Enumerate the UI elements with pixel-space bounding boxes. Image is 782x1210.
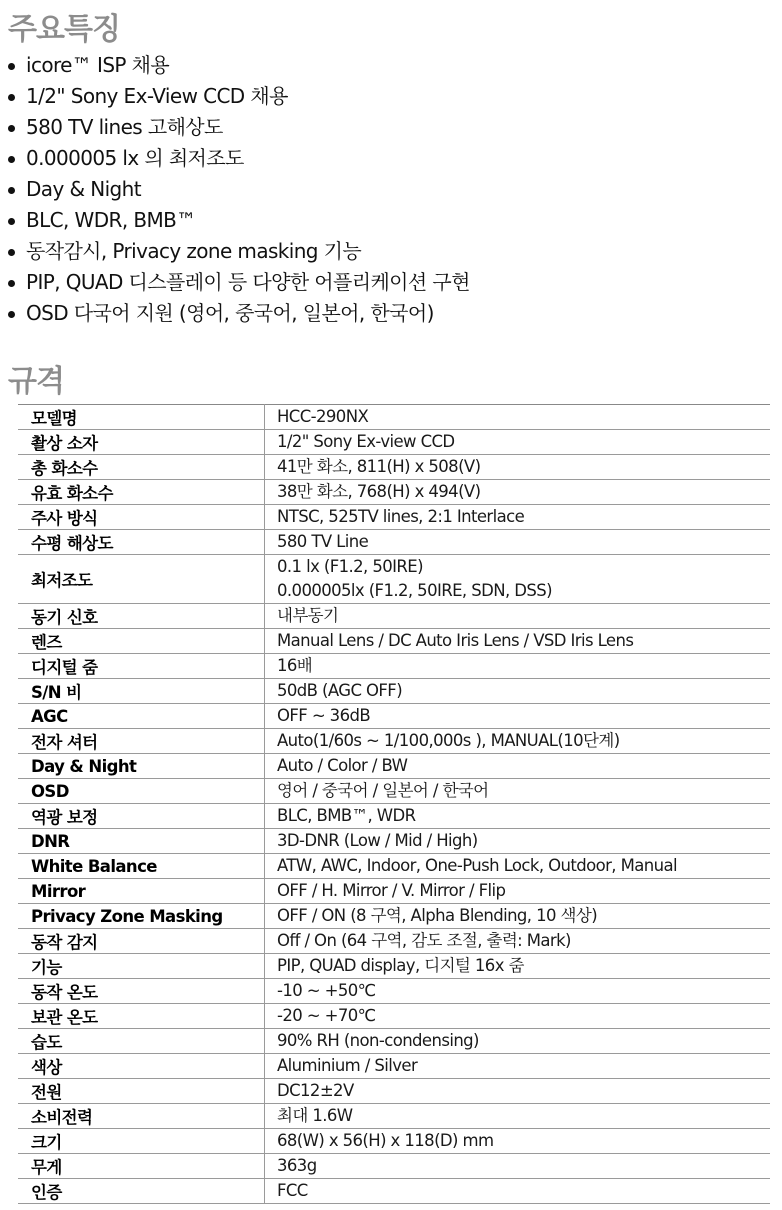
- spec-value-line: 내부동기: [277, 606, 339, 625]
- spec-row: [18, 679, 770, 704]
- spec-value: [265, 530, 771, 555]
- spec-key: 수평 해상도: [18, 530, 265, 555]
- spec-value: [265, 829, 771, 854]
- spec-key: 기능: [18, 954, 265, 979]
- spec-value: [265, 1029, 771, 1054]
- spec-value: [265, 480, 771, 505]
- spec-row: [18, 954, 770, 979]
- spec-row: [18, 1079, 770, 1104]
- spec-row: [18, 455, 770, 480]
- spec-row: [18, 530, 770, 555]
- spec-row: [18, 505, 770, 530]
- spec-row: [18, 1179, 770, 1204]
- spec-row: [18, 829, 770, 854]
- spec-value-line: PIP, QUAD display, 디지털 16x 줌: [277, 956, 524, 975]
- spec-row: [18, 1154, 770, 1179]
- spec-key: Mirror: [18, 879, 265, 904]
- spec-value-line: Manual Lens / DC Auto Iris Lens / VSD Iris Lens: [277, 631, 634, 650]
- spec-key: 역광 보정: [18, 804, 265, 829]
- spec-key: 디지털 줌: [18, 654, 265, 679]
- spec-row: [18, 604, 770, 629]
- spec-key: 색상: [18, 1054, 265, 1079]
- spec-value-line: NTSC, 525TV lines, 2:1 Interlace: [277, 507, 525, 526]
- spec-value-line: Auto(1/60s ~ 1/100,000s ), MANUAL(10단계): [277, 731, 620, 750]
- spec-row: [18, 1004, 770, 1029]
- spec-value: [265, 455, 771, 480]
- spec-key: 동작 온도: [18, 979, 265, 1004]
- spec-row: [18, 1129, 770, 1154]
- spec-key: 습도: [18, 1029, 265, 1054]
- spec-key: 동기 신호: [18, 604, 265, 629]
- spec-value-line: 68(W) x 56(H) x 118(D) mm: [277, 1131, 494, 1150]
- spec-value: [265, 1079, 771, 1104]
- feature-item: OSD 다국어 지원 (영어, 중국어, 일본어, 한국어): [0, 298, 780, 329]
- spec-value-line: 41만 화소, 811(H) x 508(V): [277, 457, 481, 476]
- spec-value: [265, 954, 771, 979]
- spec-value: [265, 779, 771, 804]
- spec-value: [265, 704, 771, 729]
- spec-value-line: -20 ~ +70℃: [277, 1006, 376, 1025]
- spec-value-line: HCC-290NX: [277, 407, 369, 426]
- spec-value-line: 16배: [277, 656, 313, 675]
- spec-row: [18, 704, 770, 729]
- spec-key: 소비전력: [18, 1104, 265, 1129]
- specs-title: 규격: [8, 364, 64, 399]
- spec-key: 모델명: [18, 405, 265, 430]
- spec-row: [18, 654, 770, 679]
- spec-row: [18, 1029, 770, 1054]
- spec-row: [18, 879, 770, 904]
- spec-value: [265, 654, 771, 679]
- spec-row: [18, 929, 770, 954]
- spec-key: 크기: [18, 1129, 265, 1154]
- spec-value: [265, 754, 771, 779]
- spec-value-line: Aluminium / Silver: [277, 1056, 418, 1075]
- feature-item: 1/2" Sony Ex-View CCD 채용: [0, 81, 780, 112]
- spec-row: [18, 629, 770, 654]
- feature-item: PIP, QUAD 디스플레이 등 다양한 어플리케이션 구현: [0, 267, 780, 298]
- spec-key: DNR: [18, 829, 265, 854]
- spec-value: [265, 904, 771, 929]
- spec-row: [18, 754, 770, 779]
- spec-value: [265, 555, 771, 604]
- features-title: 주요특징: [8, 12, 120, 47]
- spec-row: [18, 779, 770, 804]
- spec-table: [18, 404, 770, 1204]
- spec-key: 보관 온도: [18, 1004, 265, 1029]
- spec-row: [18, 430, 770, 455]
- spec-value: [265, 1004, 771, 1029]
- spec-value: [265, 1104, 771, 1129]
- feature-item: icore™ ISP 채용: [0, 50, 780, 81]
- spec-key: 유효 화소수: [18, 480, 265, 505]
- feature-item: Day & Night: [0, 174, 780, 205]
- spec-value-line: 363g: [277, 1156, 317, 1175]
- spec-key: 최저조도: [18, 555, 265, 604]
- spec-row: [18, 480, 770, 505]
- spec-value-line: 90% RH (non-condensing): [277, 1031, 479, 1050]
- spec-value: [265, 929, 771, 954]
- spec-value: [265, 430, 771, 455]
- spec-value-line: 최대 1.6W: [277, 1106, 353, 1125]
- spec-value-line: Off / On (64 구역, 감도 조절, 출력: Mark): [277, 931, 571, 950]
- spec-key: 촬상 소자: [18, 430, 265, 455]
- spec-key: 렌즈: [18, 629, 265, 654]
- spec-key: Day & Night: [18, 754, 265, 779]
- spec-value: [265, 979, 771, 1004]
- spec-row: [18, 979, 770, 1004]
- spec-value-line: 38만 화소, 768(H) x 494(V): [277, 482, 481, 501]
- feature-item: 580 TV lines 고해상도: [0, 112, 780, 143]
- spec-key: 무게: [18, 1154, 265, 1179]
- spec-value: [265, 1054, 771, 1079]
- spec-value: [265, 1154, 771, 1179]
- spec-value: [265, 629, 771, 654]
- spec-value-line: -10 ~ +50℃: [277, 981, 376, 1000]
- spec-value: [265, 879, 771, 904]
- spec-key: OSD: [18, 779, 265, 804]
- spec-value-line: 영어 / 중국어 / 일본어 / 한국어: [277, 781, 489, 800]
- spec-value-line: BLC, BMB™, WDR: [277, 806, 416, 825]
- spec-row: [18, 804, 770, 829]
- feature-item: 동작감시, Privacy zone masking 기능: [0, 236, 780, 267]
- spec-value-line: ATW, AWC, Indoor, One-Push Lock, Outdoor, Manual: [277, 856, 677, 875]
- spec-key: AGC: [18, 704, 265, 729]
- spec-value: [265, 729, 771, 754]
- spec-value: [265, 1179, 771, 1204]
- spec-key: 인증: [18, 1179, 265, 1204]
- spec-value: [265, 405, 771, 430]
- spec-row: [18, 1054, 770, 1079]
- features-list: [0, 50, 780, 329]
- spec-key: S/N 비: [18, 679, 265, 704]
- spec-value-line: DC12±2V: [277, 1081, 354, 1100]
- spec-key: 동작 감지: [18, 929, 265, 954]
- spec-value-line: 0.1 lx (F1.2, 50IRE): [277, 557, 423, 576]
- spec-row: [18, 1104, 770, 1129]
- spec-row: [18, 904, 770, 929]
- spec-value-line: OFF / H. Mirror / V. Mirror / Flip: [277, 881, 506, 900]
- spec-key: 전자 셔터: [18, 729, 265, 754]
- spec-key: 총 화소수: [18, 455, 265, 480]
- spec-key: White Balance: [18, 854, 265, 879]
- spec-value-line: FCC: [277, 1181, 308, 1200]
- spec-value-line: 0.000005lx (F1.2, 50IRE, SDN, DSS): [277, 581, 552, 600]
- spec-value-line: 580 TV Line: [277, 532, 369, 551]
- spec-value-line: 3D-DNR (Low / Mid / High): [277, 831, 478, 850]
- spec-value-line: OFF / ON (8 구역, Alpha Blending, 10 색상): [277, 906, 598, 925]
- spec-value: [265, 804, 771, 829]
- feature-item: 0.000005 lx 의 최저조도: [0, 143, 780, 174]
- feature-item: BLC, WDR, BMB™: [0, 205, 780, 236]
- spec-key: 전원: [18, 1079, 265, 1104]
- spec-key: Privacy Zone Masking: [18, 904, 265, 929]
- spec-value-line: OFF ~ 36dB: [277, 706, 371, 725]
- spec-value: [265, 854, 771, 879]
- spec-row: [18, 555, 770, 604]
- spec-row: [18, 729, 770, 754]
- spec-value: [265, 604, 771, 629]
- spec-value: [265, 1129, 771, 1154]
- spec-value-line: 50dB (AGC OFF): [277, 681, 403, 700]
- spec-row: [18, 405, 770, 430]
- spec-key: 주사 방식: [18, 505, 265, 530]
- spec-row: [18, 854, 770, 879]
- spec-value-line: Auto / Color / BW: [277, 756, 408, 775]
- spec-value-line: 1/2" Sony Ex-view CCD: [277, 432, 455, 451]
- spec-value: [265, 679, 771, 704]
- spec-value: [265, 505, 771, 530]
